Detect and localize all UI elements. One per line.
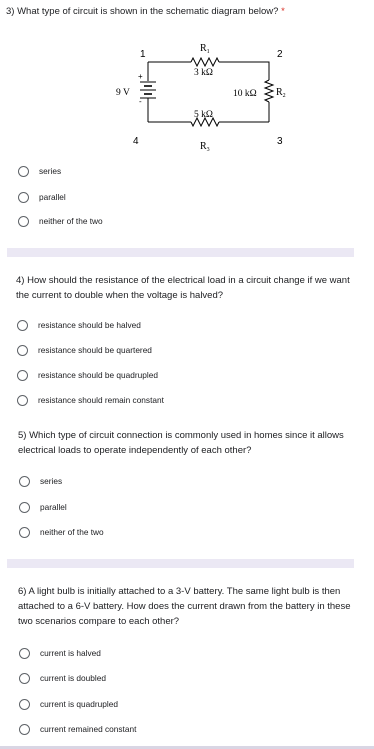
option-label: current remained constant [40, 724, 137, 734]
battery-symbol [140, 82, 156, 98]
radio-button[interactable] [19, 699, 30, 710]
option-label: resistance should be quartered [38, 345, 152, 355]
circuit-diagram [108, 34, 304, 156]
radio-button[interactable] [17, 395, 28, 406]
q6-option-constant[interactable] [19, 722, 136, 736]
r1-label: $R_1$ [200, 43, 210, 55]
q6-option-halved[interactable] [19, 646, 101, 660]
option-label: parallel [39, 192, 66, 202]
battery-minus: - [139, 97, 142, 106]
resistor-r1 [191, 58, 219, 66]
radio-button[interactable] [19, 648, 30, 659]
option-label: current is doubled [40, 673, 106, 683]
option-label: resistance should remain constant [38, 395, 164, 405]
option-label: series [40, 476, 63, 486]
r3-label: $R_3$ [200, 141, 210, 153]
q6-option-doubled[interactable] [19, 671, 106, 685]
node-3: 3 [277, 136, 283, 147]
radio-button[interactable] [19, 673, 30, 684]
question-6-text: 6) A light bulb is initially attached to a 3-V battery. The same light bulb is then attached to a 6-V battery. How does the current drawn from the battery in these two scenarios compare to each other? [18, 586, 351, 627]
node-2: 2 [277, 49, 283, 60]
q5-option-neither[interactable] [19, 525, 104, 539]
q3-option-series[interactable] [18, 164, 61, 178]
node-4: 4 [133, 136, 139, 147]
option-label: neither of the two [39, 216, 103, 226]
q3-option-neither[interactable] [18, 214, 103, 228]
q4-option-halved[interactable] [17, 318, 141, 332]
required-asterisk: * [281, 6, 285, 17]
section-divider [7, 248, 354, 257]
q3-option-parallel[interactable] [18, 190, 66, 204]
q5-option-series[interactable] [19, 474, 62, 488]
q6-option-quadrupled[interactable] [19, 697, 118, 711]
radio-button[interactable] [19, 724, 30, 735]
option-label: series [39, 166, 62, 176]
radio-button[interactable] [17, 345, 28, 356]
option-label: current is quadrupled [40, 699, 118, 709]
radio-button[interactable] [17, 320, 28, 331]
option-label: parallel [40, 502, 67, 512]
radio-button[interactable] [18, 216, 29, 227]
question-5-text: 5) Which type of circuit connection is commonly used in homes since it allows electrical loads to operate independently of each other? [18, 430, 344, 456]
radio-button[interactable] [18, 166, 29, 177]
radio-button[interactable] [19, 527, 30, 538]
radio-button[interactable] [19, 476, 30, 487]
radio-button[interactable] [18, 192, 29, 203]
option-label: resistance should be quadrupled [38, 370, 158, 380]
q4-option-constant[interactable] [17, 393, 164, 407]
q5-option-parallel[interactable] [19, 500, 67, 514]
option-label: resistance should be halved [38, 320, 141, 330]
radio-button[interactable] [17, 370, 28, 381]
battery-plus: + [138, 72, 143, 81]
question-3-label: 3) What type of circuit is shown in the schematic diagram below? [6, 6, 279, 17]
r2-value: 10 kΩ [233, 89, 257, 99]
option-label: neither of the two [40, 527, 104, 537]
r2-label: $R_2$ [276, 87, 286, 99]
question-3-text [6, 4, 366, 19]
r3-value: 5 kΩ [194, 110, 213, 120]
section-divider [7, 559, 354, 568]
node-1: 1 [140, 49, 146, 60]
q4-option-quadrupled[interactable] [17, 368, 158, 382]
battery-value: 9 V [116, 88, 130, 98]
resistor-r2 [265, 80, 273, 102]
option-label: current is halved [40, 648, 101, 658]
question-4-text: 4) How should the resistance of the electrical load in a circuit change if we want the current to double when the voltage is halved? [16, 275, 350, 301]
r1-value: 3 kΩ [194, 68, 213, 78]
radio-button[interactable] [19, 502, 30, 513]
q4-option-quartered[interactable] [17, 343, 152, 357]
